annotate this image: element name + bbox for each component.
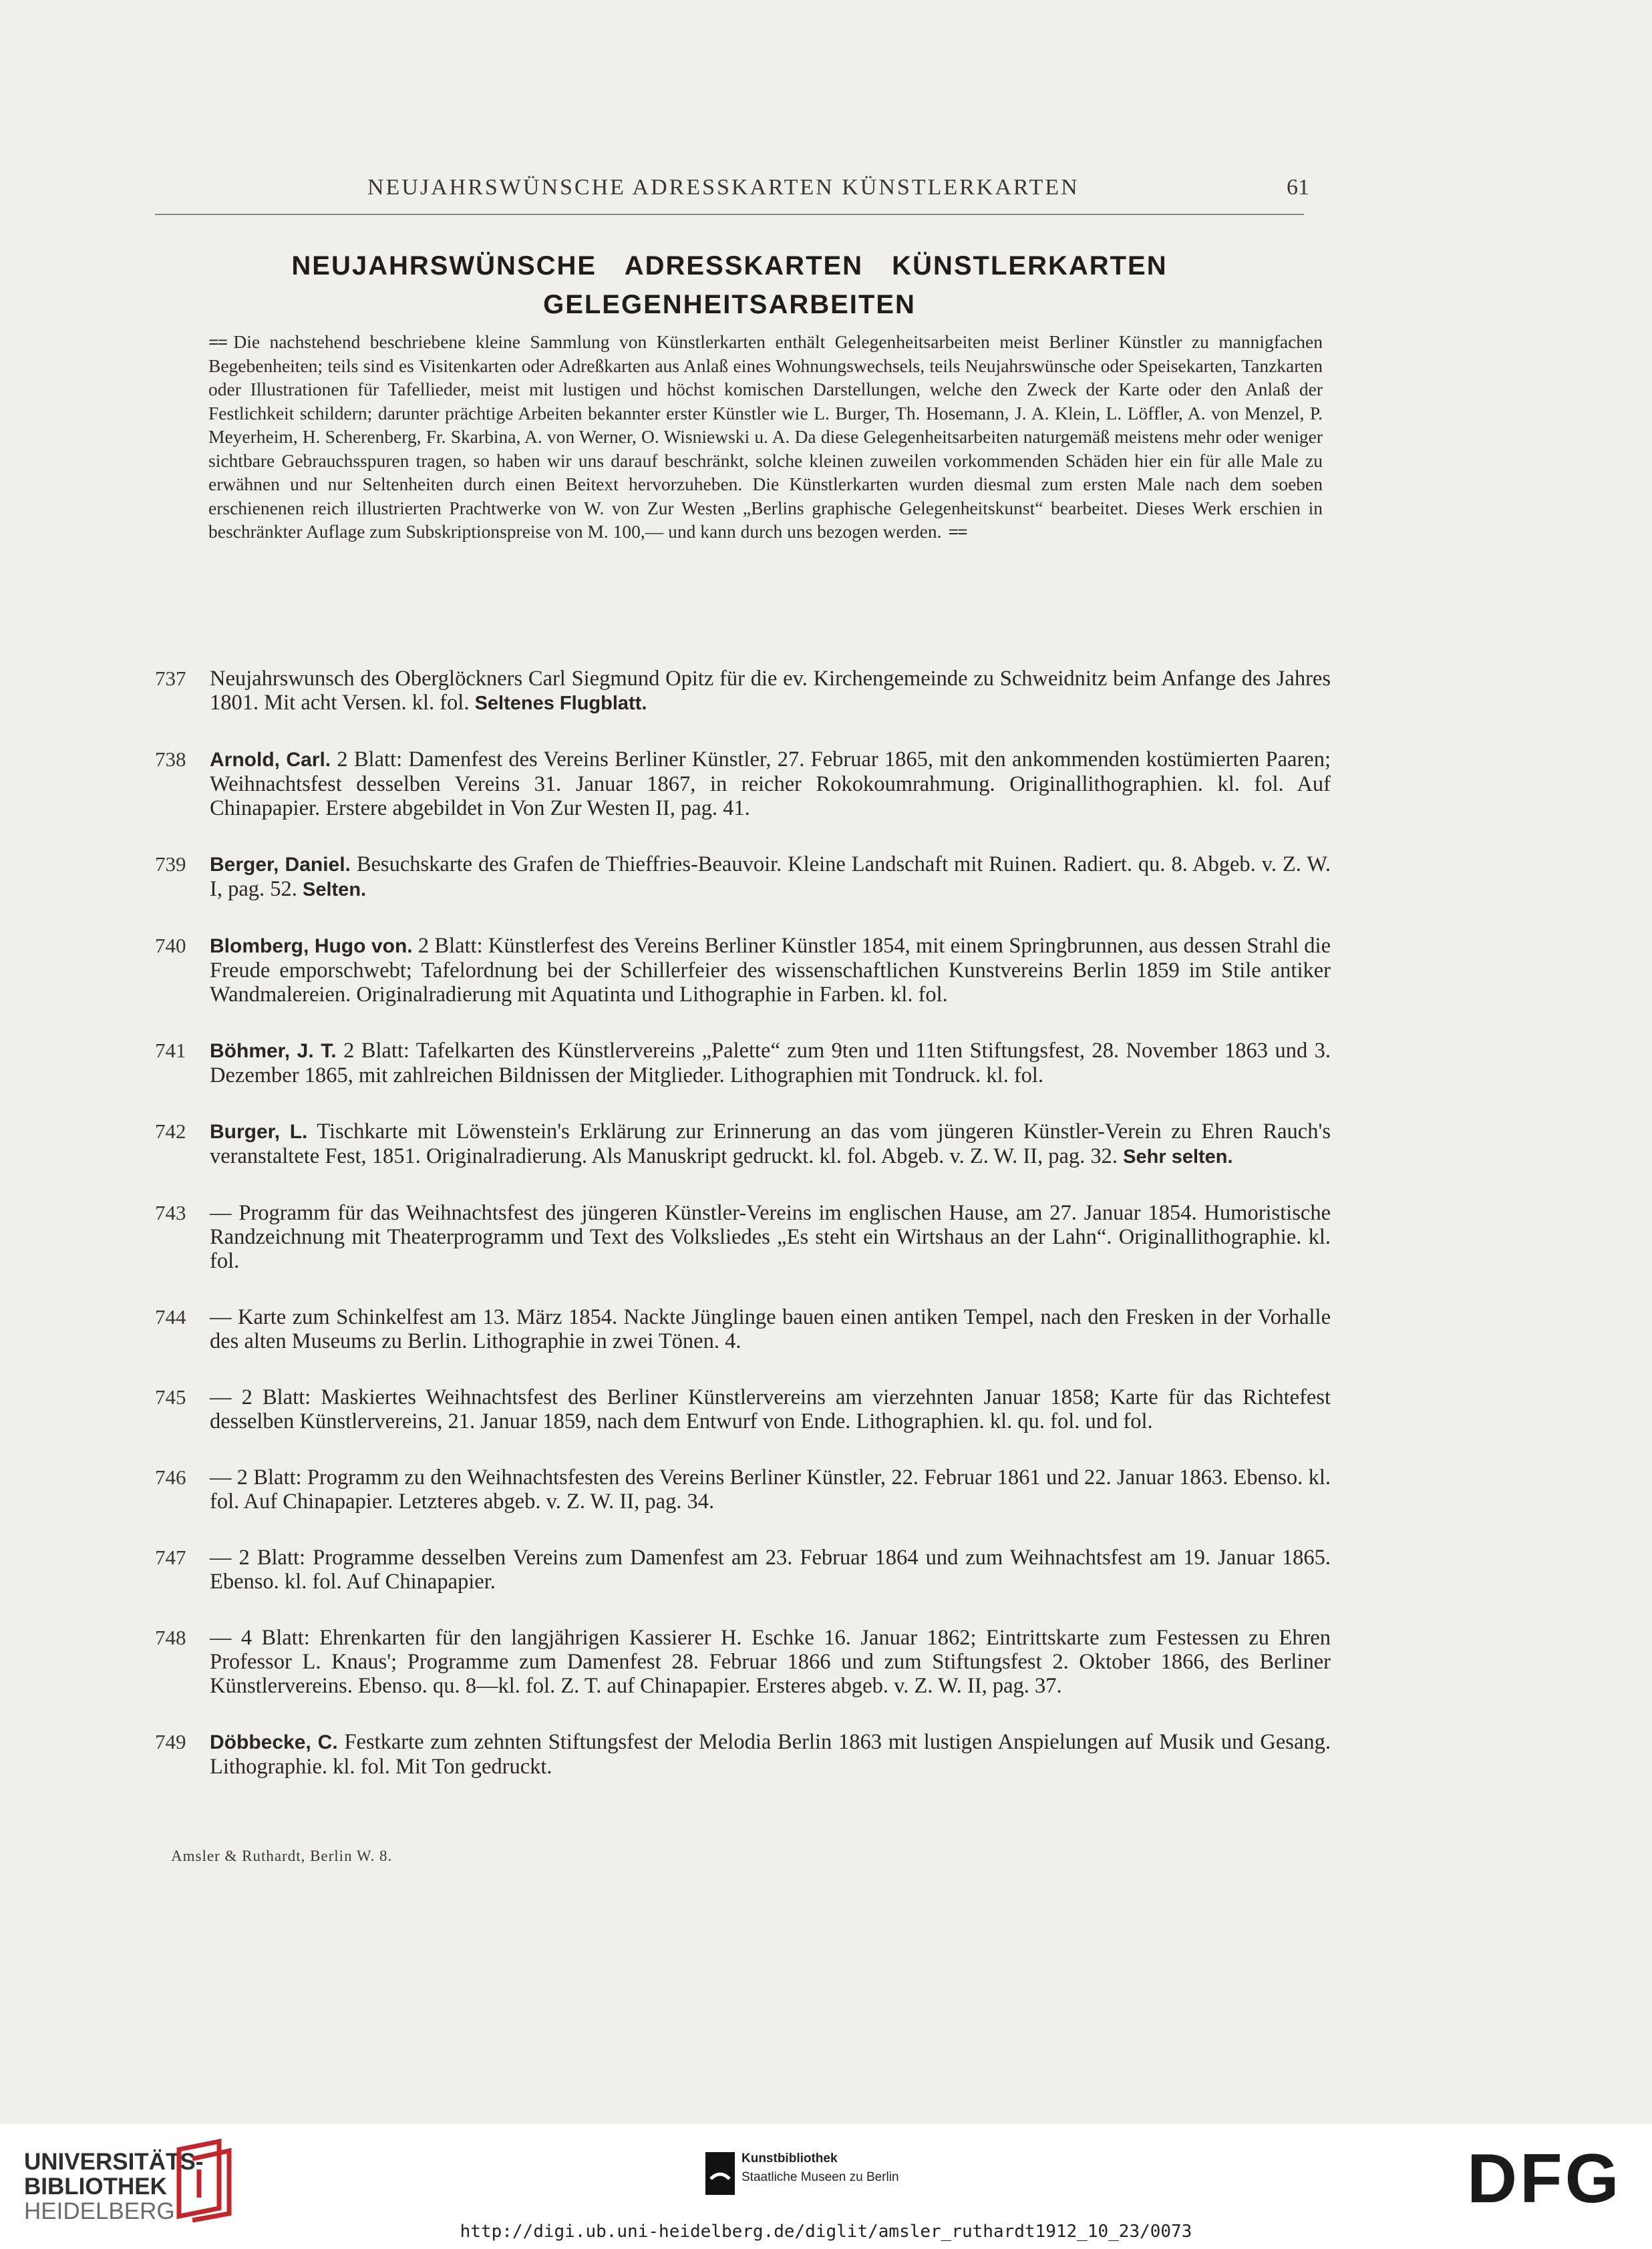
dfg-logo[interactable]: DFG	[1467, 2140, 1622, 2218]
entry-text: Besuchskarte des Grafen de Thieffries-Beauvoir. Kleine Landschaft mit Ruinen. Radiert. qu. 8. Abgeb. v. Z. W. I, pag. 52.	[210, 852, 1331, 901]
entry-artist-name: Berger, Daniel.	[210, 854, 351, 876]
catalog-entry	[155, 852, 1331, 902]
entry-text: — Karte zum Schinkelfest am 13. März 1854. Nackte Jünglinge bauen einen antiken Tempel, nach den Fresken in der Vorhalle des alten Museums zu Berlin. Lithographie in zwei Tönen. 4.	[210, 1305, 1331, 1353]
entry-artist-name: Böhmer, J. T.	[210, 1040, 337, 1062]
entry-text: Tischkarte mit Löwenstein's Erklärung zur Erinnerung an das vom jüngeren Künstler-Verein zu Ehren Rauch's veranstaltete Fest, 1851. Originalradierung. Als Manuskript gedruckt. kl. fol. Abgeb. v. Z. W. II, pag. 32.	[210, 1119, 1331, 1168]
catalog-entry	[155, 747, 1331, 820]
entry-text: — Programm für das Weihnachtsfest des jüngeren Künstler-Vereins im englischen Hause, am 27. Januar 1854. Humoristische Randzeichnung mit Theaterprogramm und Text des Volksliedes „Es steht ein Wirtshaus an der Lahn“. Originallithographie. kl. fol.	[210, 1201, 1331, 1273]
kb-line1: Kunstbibliothek	[741, 2151, 838, 2166]
intro-start-mark: ==	[208, 331, 227, 352]
catalog-entry	[155, 934, 1331, 1007]
catalog-entry	[155, 1201, 1331, 1273]
entry-number: 741	[155, 1039, 186, 1062]
entry-note: Sehr selten.	[1123, 1146, 1233, 1168]
intro-paragraph	[208, 330, 1323, 544]
catalog-entry	[155, 667, 1331, 715]
catalog-entry	[155, 1546, 1331, 1594]
catalog-entry	[155, 1305, 1331, 1353]
catalog-entry	[155, 1626, 1331, 1698]
entry-number: 745	[155, 1385, 186, 1409]
entry-note: Seltenes Flugblatt.	[474, 693, 647, 714]
entry-number: 740	[155, 934, 186, 957]
entry-artist-name: Burger, L.	[210, 1121, 308, 1143]
entry-number: 747	[155, 1546, 186, 1569]
entry-text: 2 Blatt: Künstlerfest des Vereins Berliner Künstler 1854, mit einem Springbrunnen, aus dessen Strahl die Freude emporschwebt; Tafelordnung bei der Schillerfeier des wissenschaftlichen Kunstvereins Berlin 1859 im Stile antiker Wandmalereien. Originalradierung mit Aquatinta und Lithographie in Farben. kl. fol.	[210, 934, 1331, 1007]
section-subtitle: GELEGENHEITSARBEITEN	[543, 290, 916, 319]
entry-number: 739	[155, 852, 186, 876]
kb-line2: Staatliche Museen zu Berlin	[741, 2170, 899, 2184]
entry-text: 2 Blatt: Damenfest des Vereins Berliner Künstler, 27. Februar 1865, mit den ankommenden kostümierten Paaren; Weihnachtsfest desselben Vereins 31. Januar 1867, in reicher Rokokoumrahmung. Originallithographien. kl. fol. Auf Chinapapier. Erstere abgebildet in Von Zur Westen II, pag. 41.	[210, 747, 1331, 820]
intro-text: Die nachstehend beschriebene kleine Sammlung von Künstlerkarten enthält Gelegenheitsarbeiten meist Berliner Künstler zu mannigfachen Begebenheiten; teils sind es Visitenkarten oder Adreßkarten aus Anlaß eines Wohnungswechsels, teils Neujahrswünsche oder Speisekarten, Tanzkarten oder Illustrationen für Tafellieder, meist mit lustigen und höchst komischen Darstellungen, welche den Zweck der Karte oder den Anlaß der Festlichkeit schildern; darunter prächtige Arbeiten bekannter erster Künstler wie L. Burger, Th. Hosemann, J. A. Klein, L. Löffler, A. von Menzel, P. Meyerheim, H. Scherenberg, Fr. Skarbina, A. von Werner, O. Wisniewski u. A. Da diese Gelegenheitsarbeiten naturgemäß meistens mehr oder weniger sichtbare Gebrauchsspuren tragen, so haben wir uns darauf beschränkt, solche kleinen zuweilen vorkommenden Schäden hier ein für alle Male zu erwähnen und nur Seltenheiten durch einen Beitext hervorzuheben. Die Künstlerkarten wurden diesmal zum ersten Male nach dem soeben erschienenen reich illustrierten Prachtwerke von W. von Zur Westen „Berlins graphische Gelegenheitskunst“ bearbeitet. Dieses Werk erschien in beschränkter Auflage zum Subskriptionspreise von M. 100,— und kann durch uns bezogen werden.	[208, 331, 1323, 542]
entry-text: 2 Blatt: Tafelkarten des Künstlervereins „Palette“ zum 9ten und 11ten Stiftungsfest, 28. November 1863 und 3. Dezember 1865, mit zahlreichen Bildnissen der Mitglieder. Lithographien mit Tondruck. kl. fol.	[210, 1039, 1331, 1087]
entry-text: — 2 Blatt: Programm zu den Weihnachtsfesten des Vereins Berliner Künstler, 22. Februar 1861 und 22. Januar 1863. Ebenso. kl. fol. Auf Chinapapier. Letzteres abgeb. v. Z. W. II, pag. 34.	[210, 1465, 1331, 1514]
header-rule	[155, 214, 1304, 215]
ub-logo-mark-icon	[166, 2136, 239, 2223]
entry-number: 744	[155, 1305, 186, 1329]
entry-text: Festkarte zum zehnten Stiftungsfest der Melodia Berlin 1863 mit lustigen Anspielungen auf Musik und Gesang. Lithographie. kl. fol. Mit Ton gedruckt.	[210, 1730, 1331, 1779]
catalog-entries	[155, 667, 1331, 1811]
entry-number: 743	[155, 1201, 186, 1224]
entry-text: — 2 Blatt: Programme desselben Vereins zum Damenfest am 23. Februar 1864 und zum Weihnachtsfest am 19. Januar 1865. Ebenso. kl. fol. Auf Chinapapier.	[210, 1546, 1331, 1594]
entry-artist-name: Blomberg, Hugo von.	[210, 935, 413, 957]
catalog-entry	[155, 1119, 1331, 1169]
running-title: NEUJAHRSWÜNSCHE ADRESSKARTEN KÜNSTLERKARTEN	[367, 175, 1080, 200]
catalog-entry	[155, 1465, 1331, 1514]
ub-logo-line1: UNIVERSITÄTS-	[24, 2149, 204, 2175]
entry-number: 746	[155, 1465, 186, 1489]
kunstbibliothek-logo-text	[741, 2149, 899, 2187]
entry-text: — 4 Blatt: Ehrenkarten für den langjährigen Kassierer H. Eschke 16. Januar 1862; Eintrittskarte zum Festessen zu Ehren Professor L. Knaus'; Programme zum Damenfest 28. Februar 1866 und zum Stiftungsfest 2. Oktober 1866, des Berliner Künstlervereins. Ebenso. qu. 8—kl. fol. Z. T. auf Chinapapier. Ersteres abgeb. v. Z. W. II, pag. 37.	[210, 1626, 1331, 1698]
section-title: NEUJAHRSWÜNSCHE ADRESSKARTEN KÜNSTLERKARTEN	[291, 251, 1168, 281]
intro-end-mark: ==	[948, 521, 967, 542]
catalog-entry	[155, 1730, 1331, 1779]
entry-artist-name: Döbbecke, C.	[210, 1731, 338, 1753]
entry-number: 742	[155, 1119, 186, 1143]
entry-number: 738	[155, 747, 186, 771]
entry-number: 749	[155, 1730, 186, 1753]
entry-number: 748	[155, 1626, 186, 1649]
kunstbibliothek-logo-icon	[705, 2152, 735, 2195]
catalog-entry	[155, 1385, 1331, 1433]
ub-logo-line3: HEIDELBERG	[24, 2198, 175, 2224]
page-number: 61	[1287, 175, 1309, 200]
entry-note: Selten.	[303, 879, 367, 900]
printer-imprint: Amsler & Ruthardt, Berlin W. 8.	[171, 1848, 393, 1864]
entry-text: Neujahrswunsch des Oberglöckners Carl Siegmund Opitz für die ev. Kirchengemeinde zu Schweidnitz beim Anfange des Jahres 1801. Mit acht Versen. kl. fol.	[210, 667, 1331, 715]
entry-artist-name: Arnold, Carl.	[210, 749, 331, 771]
entry-text: — 2 Blatt: Maskiertes Weihnachtsfest des Berliner Künstlervereins am vierzehnten Januar 1858; Karte für das Richtefest desselben Künstlervereins, 21. Januar 1859, nach dem Entwurf von Ende. Lithographien. kl. qu. fol. und fol.	[210, 1385, 1331, 1433]
ub-logo-line2: BIBLIOTHEK	[24, 2174, 167, 2200]
entry-number: 737	[155, 667, 186, 690]
permalink-url[interactable]: http://digi.ub.uni-heidelberg.de/diglit/amsler_ruthardt1912_10_23/0073	[460, 2222, 1192, 2242]
catalog-entry	[155, 1039, 1331, 1087]
